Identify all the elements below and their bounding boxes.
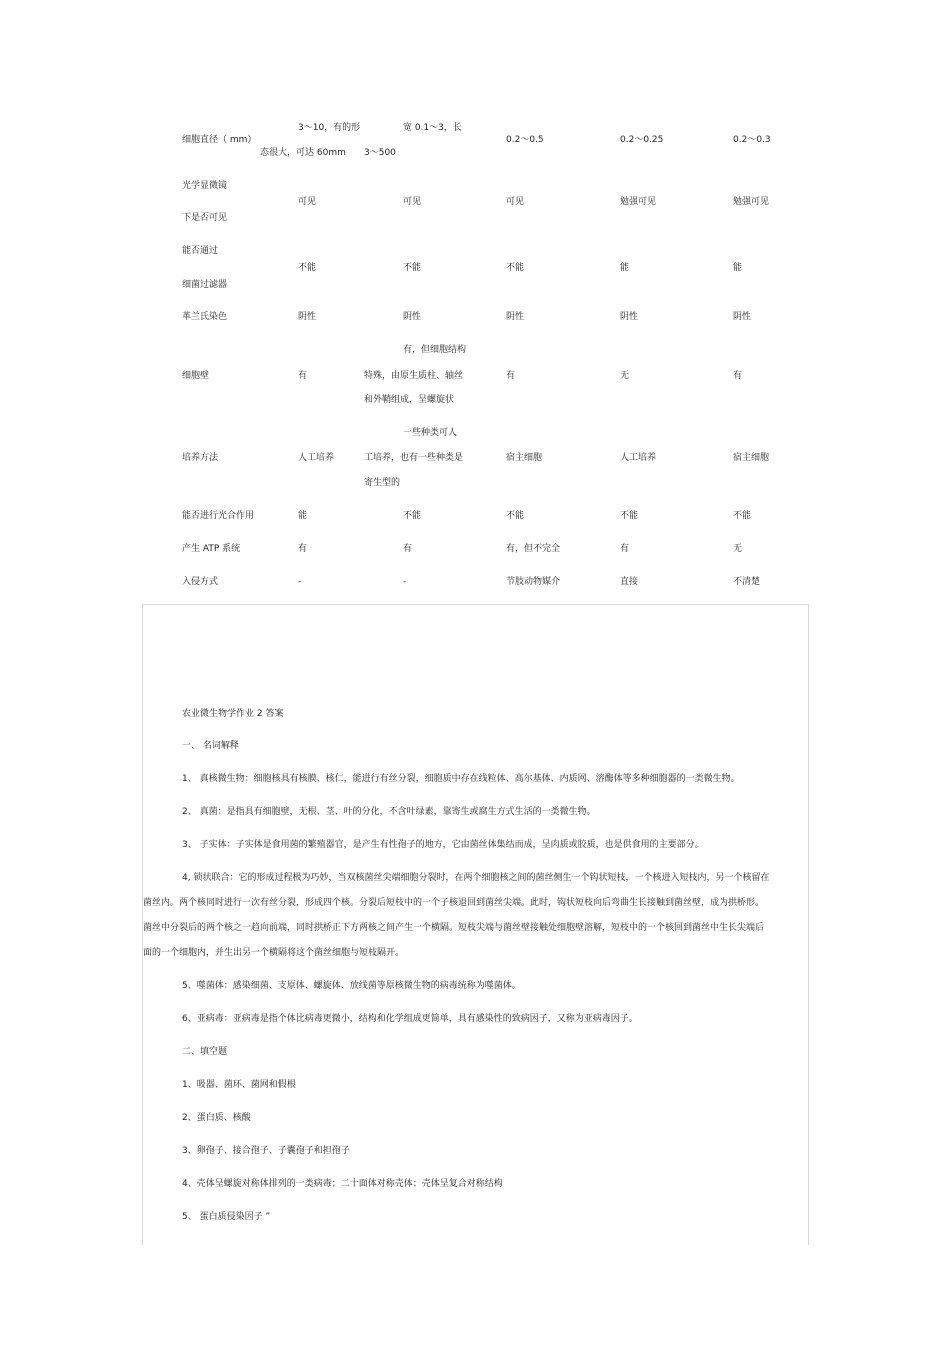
definition-item-1: 1、 真核微生物：细胞核具有核膜、核仁，能进行有丝分裂，细胞质中存在线粒体、高尔基体、内质网、溶酶体等多种细胞器的一类微生物。 <box>182 774 740 784</box>
definition-item-6: 6、亚病毒：亚病毒是指个体比病毒更微小，结构和化学组成更简单，具有感染性的致病因子，又称为亚病毒因子。 <box>182 1014 638 1024</box>
cell-r1-c5: 勉强可见 <box>733 197 770 207</box>
cell-r2-c3: 不能 <box>506 263 525 273</box>
cell-r7-c2: 有 <box>403 544 413 554</box>
cell-r5-c4: 人工培养 <box>620 453 657 463</box>
definition-item-4-line1: 4, 锁状联合：它的形成过程极为巧妙，当双核菌丝尖端细胞分裂时，在两个细胞核之间的菌丝侧生一个钩状短枝，一个核进入短枝内，另一个核留在 <box>182 873 770 883</box>
fill-item-5: 5、 蛋白质侵染因子 ” <box>182 1212 271 1222</box>
row-label-invasion: 入侵方式 <box>182 577 219 587</box>
definition-item-2: 2、 真菌：是指具有细胞壁，无根、茎、叶的分化，不含叶绿素，靠寄生或腐生方式生活的一类微生物。 <box>182 807 596 817</box>
cell-r6-c2: 不能 <box>403 511 422 521</box>
cell-r2-c5: 能 <box>733 263 743 273</box>
cell-r4-c2-line2: 特殊，由原生质柱、轴丝 <box>364 371 464 381</box>
cell-r3-c2: 阴性 <box>403 312 422 322</box>
row-label-cell-wall: 细胞壁 <box>182 371 210 381</box>
cell-r3-c3: 阴性 <box>506 312 525 322</box>
cell-r7-c3: 有，但不完全 <box>506 544 561 554</box>
cell-r4-c4: 无 <box>620 371 630 381</box>
cell-r5-c3: 宿主细胞 <box>506 453 543 463</box>
cell-r6-c1: 能 <box>298 511 308 521</box>
fill-item-3: 3、卵孢子、接合孢子、子囊孢子和担孢子 <box>182 1146 350 1156</box>
cell-r8-c5: 不清楚 <box>733 577 761 587</box>
cell-r6-c5: 不能 <box>733 511 752 521</box>
row-label-gram: 革兰氏染色 <box>182 312 228 322</box>
cell-r4-c2-line3: 和外鞘组成，呈螺旋状 <box>364 395 455 405</box>
cell-r1-c3: 可见 <box>506 197 525 207</box>
definition-item-5: 5、噬菌体：感染细菌、支原体、螺旋体、放线菌等原核微生物的病毒统称为噬菌体。 <box>182 981 521 991</box>
cell-r7-c5: 无 <box>733 544 743 554</box>
cell-r4-c2-line1: 有，但细胞结构 <box>403 345 467 355</box>
row-label-microscope-1: 光学显微镜 <box>182 181 228 191</box>
fill-item-1: 1、吸器、菌环、菌网和假根 <box>182 1080 296 1090</box>
cell-r3-c5: 阴性 <box>733 312 752 322</box>
cell-r7-c1: 有 <box>298 544 308 554</box>
definition-item-4-line2: 菌丝内。两个核同时进行一次有丝分裂，形成四个核。分裂后短枝中的一个子核退回到菌丝尖端。此时，钩状短枝向后弯曲生长接触到菌丝壁，成为拱桥形。 <box>143 898 765 908</box>
cell-r5-c5: 宿主细胞 <box>733 453 770 463</box>
cell-r7-c4: 有 <box>620 544 630 554</box>
cell-r5-c2-line1: 一些种类可人 <box>403 428 458 438</box>
row-label-photosynthesis: 能否进行光合作用 <box>182 511 255 521</box>
cell-r2-c1: 不能 <box>298 263 317 273</box>
fill-item-2: 2、蛋白质、核酸 <box>182 1113 251 1123</box>
definition-item-3: 3、 子实体：子实体是食用菌的繁殖器官，是产生有性孢子的地方，它由菌丝体集结而成，呈肉质或胶质，也是供食用的主要部分。 <box>182 840 704 850</box>
cell-r6-c4: 不能 <box>620 511 639 521</box>
cell-r5-c1: 人工培养 <box>298 453 335 463</box>
definition-item-4-line4: 面的一个细胞内，并生出另一个横隔将这个菌丝细胞与短枝隔开。 <box>143 948 405 958</box>
cell-r0-c2-line2: 3～500 <box>364 148 396 158</box>
cell-r0-c2-line1: 宽 0.1～3，长 <box>403 123 462 133</box>
cell-r0-c1-line1: 3～10，有的形 <box>298 123 361 133</box>
fill-item-4: 4、壳体呈螺旋对称体排列的一类病毒；二十面体对称壳体；壳体呈复合对称结构 <box>182 1179 503 1189</box>
row-label-atp: 产生 ATP 系统 <box>182 544 241 554</box>
cell-r8-c2: - <box>403 577 407 587</box>
section-heading-definitions: 一、 名词解释 <box>182 741 239 751</box>
cell-r1-c1: 可见 <box>298 197 317 207</box>
definition-item-4-line3: 菌丝中分裂后的两个核之一趋向前端，同时拱桥正下方两核之间产生一个横隔。短枝尖端与菌丝壁接触处细胞壁溶解，短枝中的一个核回到菌丝中生长尖端后 <box>143 923 765 933</box>
cell-r4-c1: 有 <box>298 371 308 381</box>
cell-r0-c1-line2: 态很大，可达 60mm <box>260 148 346 158</box>
cell-r0-c3: 0.2～0.5 <box>506 135 544 145</box>
row-label-microscope-2: 下是否可见 <box>182 213 228 223</box>
cell-r3-c1: 阴性 <box>298 312 317 322</box>
cell-r0-c4: 0.2～0.25 <box>620 135 664 145</box>
cell-r6-c3: 不能 <box>506 511 525 521</box>
row-label-filter-1: 能否通过 <box>182 246 219 256</box>
cell-r1-c2: 可见 <box>403 197 422 207</box>
row-label-cell-diameter: 细胞直径（ mm） <box>182 135 257 145</box>
section-heading-fill: 二、填空题 <box>182 1047 228 1057</box>
doc-title: 农业微生物学作业 2 答案 <box>182 709 284 719</box>
row-label-filter-2: 细菌过滤器 <box>182 280 228 290</box>
cell-r8-c3: 节肢动物媒介 <box>506 577 561 587</box>
cell-r4-c3: 有 <box>506 371 516 381</box>
cell-r8-c4: 直接 <box>620 577 639 587</box>
cell-r4-c5: 有 <box>733 371 743 381</box>
cell-r5-c2-line3: 寄生型的 <box>364 478 401 488</box>
cell-r3-c4: 阴性 <box>620 312 639 322</box>
cell-r5-c2-line2: 工培养，也有一些种类是 <box>364 453 464 463</box>
cell-r1-c4: 勉强可见 <box>620 197 657 207</box>
cell-r2-c2: 不能 <box>403 263 422 273</box>
row-label-culture: 培养方法 <box>182 453 219 463</box>
cell-r2-c4: 能 <box>620 263 630 273</box>
cell-r8-c1: - <box>298 577 302 587</box>
cell-r0-c5: 0.2～0.3 <box>733 135 771 145</box>
